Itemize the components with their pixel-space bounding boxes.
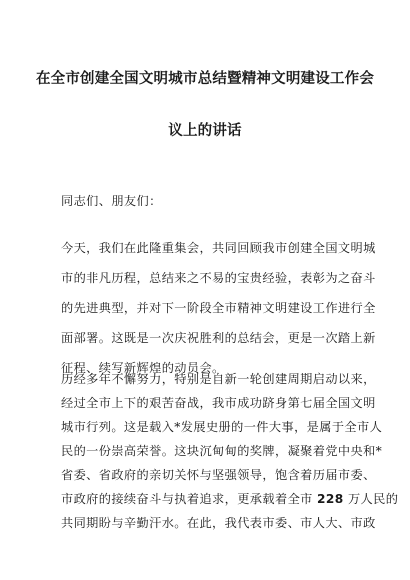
paragraph-2-line-1: 历经多年不懈努力，特别是自新一轮创建周期启动以来， (61, 372, 376, 386)
paragraph-1-line-3: 的先进典型，并对下一阶段全市精神文明建设工作进行全 (61, 301, 376, 315)
paragraph-2-line-6 (61, 492, 399, 506)
paragraph-1-line-1: 今天，我们在此隆重集会，共同回顾我市创建全国文明城 (61, 241, 376, 255)
salutation-text: 同志们、朋友们： (61, 194, 162, 208)
document-title-line-2: 议上的讲话 (168, 123, 242, 139)
salutation (61, 194, 361, 208)
paragraph-2-line-2: 经过全市上下的艰苦奋战，我市成功跻身第七届全国文明 (61, 396, 376, 410)
paragraph-2-line-7: 共同期盼与辛勤汗水。在此，我代表市委、市人大、市政 (61, 516, 376, 530)
paragraph-2-line-5: 省委、省政府的亲切关怀与坚强领导，饱含着历届市委、 (61, 468, 376, 482)
paragraph-1-line-2: 市的非凡历程，总结来之不易的宝贵经验，表彰为之奋斗 (61, 271, 376, 285)
paragraph-2 (61, 372, 399, 530)
document-title-line-1: 在全市创建全国文明城市总结暨精神文明建设工作会 (35, 71, 375, 87)
paragraph-2-line-3: 城市行列。这是载入*发展史册的一件大事，是属于全市人 (61, 420, 383, 434)
paragraph-2-line-6-text-a: 市政府的接续奋斗与执着追求，更承载着全市 (61, 492, 318, 506)
population-figure: 228 (317, 492, 344, 506)
paragraph-1-line-4: 面部署。这既是一次庆祝胜利的总结会，更是一次踏上新 (61, 331, 376, 345)
paragraph-2-line-6-text-b: 万人民的 (343, 492, 399, 506)
paragraph-1-line-5: 征程、续写新辉煌的动员会。 (61, 361, 225, 375)
paragraph-1 (61, 241, 376, 375)
paragraph-2-line-4: 民的一份崇高荣誉。这块沉甸甸的奖牌，凝聚着党中央和* (61, 444, 383, 458)
